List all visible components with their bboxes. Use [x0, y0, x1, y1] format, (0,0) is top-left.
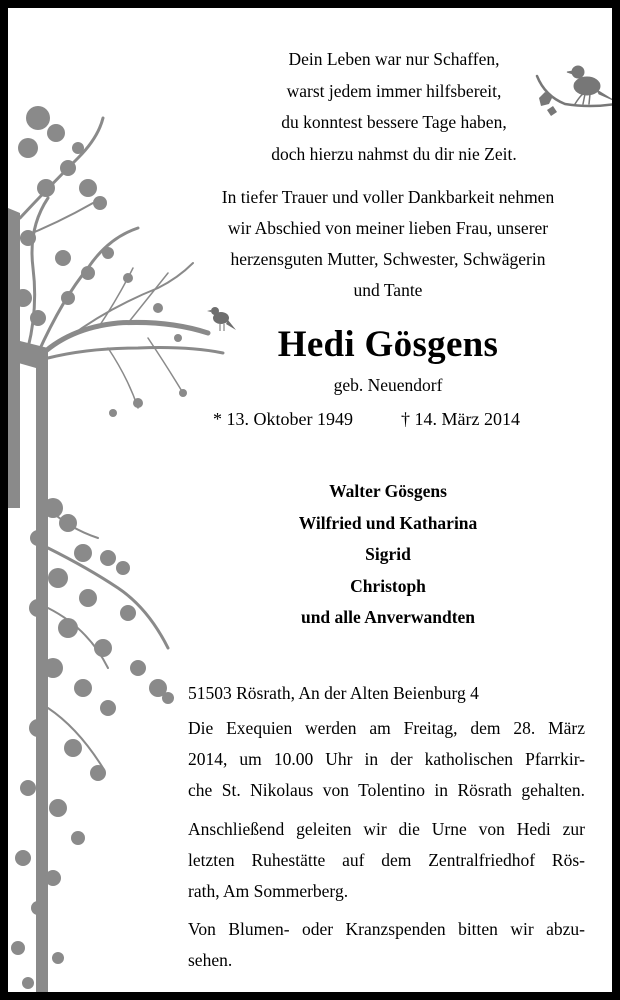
- paragraph-line: rath, Am Sommerberg.: [188, 881, 349, 901]
- deceased-name: Hedi Gösgens: [277, 324, 499, 365]
- poem-verse: [194, 44, 594, 170]
- mourner-name: und alle Anverwandten: [300, 607, 476, 627]
- maiden-name: geb. Neuendorf: [333, 375, 443, 395]
- paragraph-line: Die Exequien werden am Freitag, dem 28. März: [188, 718, 585, 738]
- paragraph-line: letzten Ruhestätte auf dem Zentralfriedhof Rös-: [188, 850, 585, 870]
- urne-paragraph: [188, 814, 585, 907]
- intro-line: wir Abschied von meiner lieben Frau, unserer: [227, 218, 549, 238]
- address: [188, 678, 585, 709]
- death-date: † 14. März 2014: [401, 409, 520, 429]
- intro-line: In tiefer Trauer und voller Dankbarkeit nehmen: [221, 187, 555, 207]
- mourning-intro: [188, 182, 588, 306]
- intro-line: herzensguten Mutter, Schwester, Schwägerin: [230, 249, 546, 269]
- paragraph-line: che St. Nikolaus von Tolentino in Rösrath gehalten.: [188, 780, 585, 800]
- poem-line: warst jedem immer hilfsbereit,: [286, 80, 502, 101]
- mourner-name: Walter Gösgens: [329, 481, 447, 501]
- poem-line: doch hierzu nahmst du dir nie Zeit.: [271, 143, 517, 164]
- birth-date: * 13. Oktober 1949: [213, 409, 353, 429]
- mourner-name: Wilfried und Katharina: [298, 512, 478, 533]
- paragraph-line: Anschließend geleiten wir die Urne von Hedi zur: [188, 819, 585, 839]
- paragraph-line: 2014, um 10.00 Uhr in der katholischen Pfarrkir-: [188, 749, 585, 769]
- mourners-list: [188, 476, 588, 634]
- poem-line: du konntest bessere Tage haben,: [281, 112, 507, 132]
- address-line: 51503 Rösrath, An der Alten Beienburg 4: [188, 683, 479, 703]
- paragraph-line: sehen.: [188, 950, 233, 970]
- mourner-name: Sigrid: [365, 544, 411, 564]
- mourner-name: Christoph: [350, 575, 426, 596]
- exequien-paragraph: [188, 713, 585, 806]
- paragraph-line: Von Blumen- oder Kranzspenden bitten wir abzu-: [188, 919, 585, 939]
- flowers-paragraph: [188, 914, 585, 976]
- poem-line: Dein Leben war nur Schaffen,: [288, 49, 500, 69]
- intro-line: und Tante: [353, 280, 423, 300]
